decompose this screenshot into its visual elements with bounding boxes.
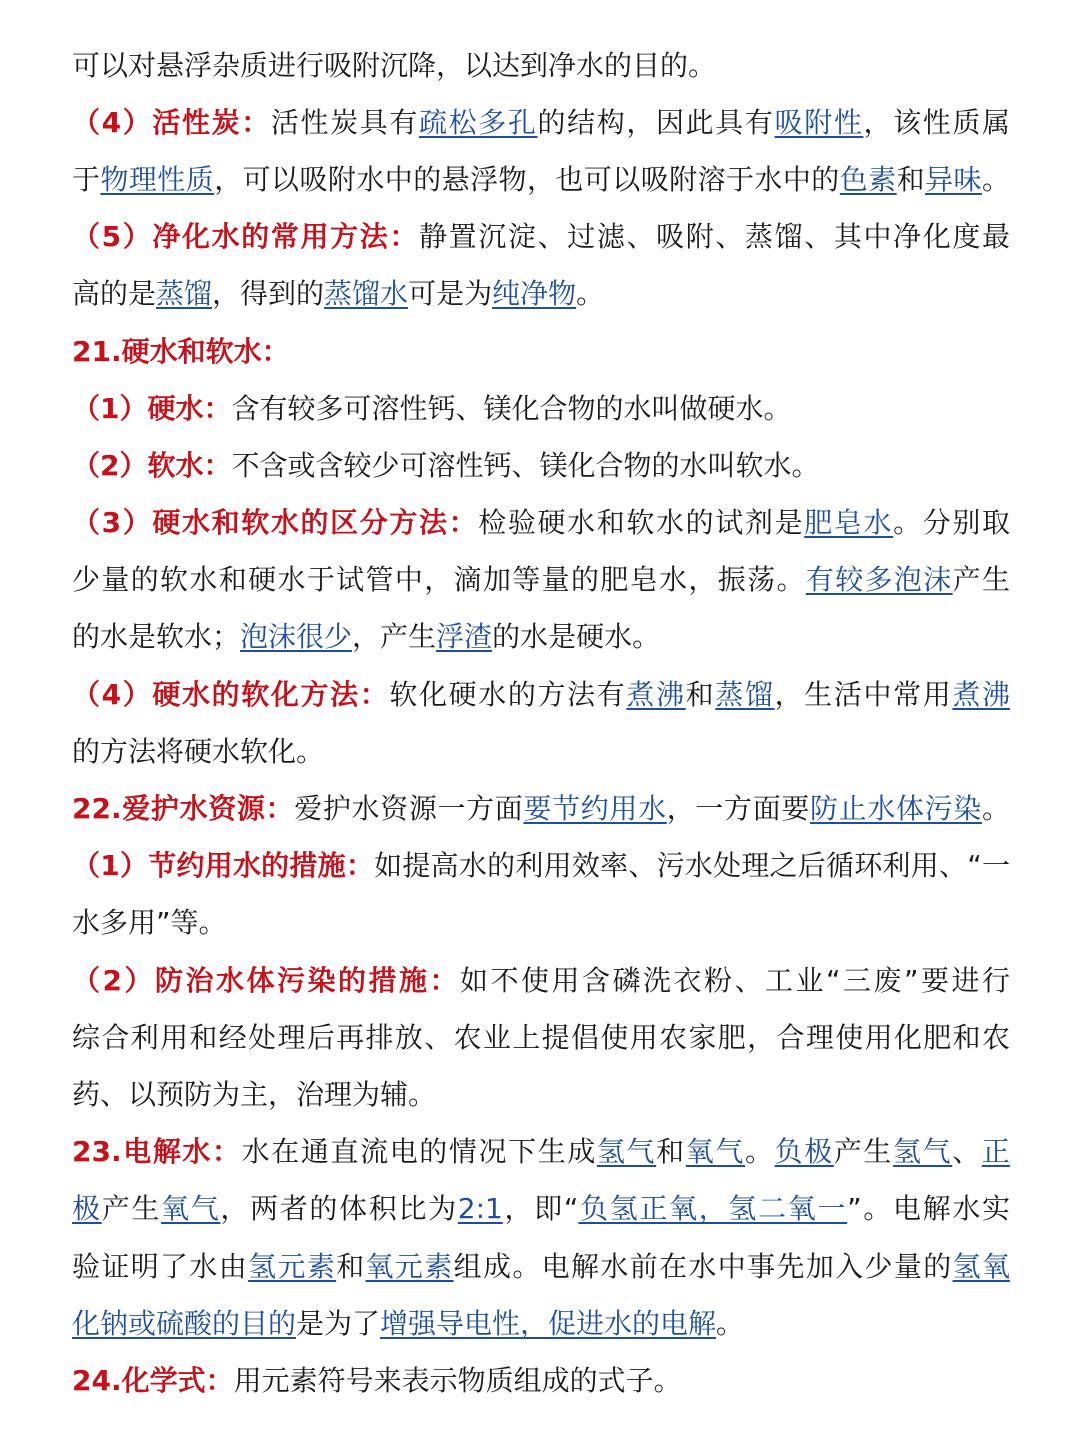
body-text: 。 [981,163,1010,196]
heading-label: （2）防治水体污染的措施： [72,964,460,997]
body-text: 。 [716,1307,745,1340]
key-term: 防止水体污染 [810,792,982,825]
key-term: 煮沸 [626,678,686,711]
text-line [72,1246,1010,1288]
body-text: 可是为 [408,277,493,310]
heading-label: （1）节约用水的措施： [72,849,375,882]
key-term: 泡沫很少 [240,620,353,653]
heading-label: （4）活性炭： [72,106,271,139]
key-term: 氢气 [596,1135,657,1168]
body-text: 。 [745,1135,775,1168]
body-text: 、 [952,1135,982,1168]
body-text: 不含或含较少可溶性钙、镁化合物的水叫软水。 [231,449,820,482]
text-line [72,502,1010,544]
body-text: 的水是软水； [72,620,241,653]
body-text: 产生 [952,563,1010,596]
text-line [72,1074,1010,1116]
body-text: ”。电解水实 [847,1192,1010,1225]
key-term: 化钠或硫酸的目的 [72,1307,297,1340]
body-text: 含有较多可溶性钙、镁化合物的水叫做硬水。 [231,392,792,425]
key-term: 氢元素 [248,1250,337,1283]
body-text: 水多用”等。 [72,906,227,939]
body-text: 活性炭具有 [270,106,420,139]
key-term: 氢氧 [952,1250,1010,1283]
body-text: 水在通直流电的情况下生成 [241,1135,597,1168]
key-term: 极 [72,1192,102,1225]
heading-label: 23.电解水： [72,1135,242,1168]
key-term: 吸附性 [774,106,864,139]
text-line [72,1188,1010,1230]
body-text: 用元素符号来表示物质组成的式子。 [233,1364,682,1397]
text-line [72,1303,1010,1345]
key-term: 浮渣 [436,620,493,653]
body-text: 和 [336,1250,366,1283]
text-line [72,902,1010,944]
key-term: 负氢正氧，氢二氧一 [578,1192,848,1225]
text-line [72,445,1010,487]
body-text: 和 [685,678,716,711]
body-text: 如提高水的利用效率、污水处理之后循环利用、“一 [374,849,1010,882]
heading-label: 21.硬水和软水： [72,335,290,368]
section-heading [72,331,1010,373]
heading-label: （1）硬水： [72,392,232,425]
body-text: 综合利用和经处理后再排放、农业上提倡使用农家肥，合理使用化肥和农 [72,1021,1010,1054]
section-heading [72,1360,1010,1402]
text-line [72,216,1010,258]
body-text: 验证明了水由 [72,1250,249,1283]
body-text: 。分别取 [893,506,1010,539]
body-text: 和 [896,163,926,196]
text-line [72,845,1010,887]
text-line [72,102,1010,144]
key-term: 异味 [925,163,982,196]
body-text: 和 [656,1135,686,1168]
key-term: 负极 [774,1135,834,1168]
section-heading [72,1131,1010,1173]
body-text: 组成。电解水前在水中事先加入少量的 [453,1250,953,1283]
text-line [72,1017,1010,1059]
body-text: 高的是 [72,277,157,310]
key-term: 氧气 [685,1135,745,1168]
body-text: 爱护水资源一方面 [294,792,524,825]
body-text: 的结构，因此具有 [537,106,775,139]
body-text: 。 [981,792,1010,825]
text-line [72,45,1010,87]
key-term: 正 [981,1135,1010,1168]
key-term: 蒸馏 [156,277,213,310]
body-text: 产生 [833,1135,894,1168]
key-term: 色素 [839,163,897,196]
body-text: ，得到的 [212,277,325,310]
body-text: ，一方面要 [666,792,811,825]
key-term: 氢气 [893,1135,953,1168]
key-term: 有较多泡沫 [805,563,953,596]
body-text: ，两者的体积比为 [220,1192,458,1225]
heading-label: 22.爱护水资源： [72,792,295,825]
body-text: 于 [72,163,101,196]
body-text: 。 [576,277,605,310]
text-line [72,559,1010,601]
body-text: 的水是硬水。 [492,620,661,653]
body-text: ，生活中常用 [774,678,953,711]
body-text: ，可以吸附水中的悬浮物，也可以吸附溶于水中的 [214,163,840,196]
body-text: 软化硬水的方法有 [389,678,627,711]
body-text: ，产生 [352,620,437,653]
heading-label: （4）硬水的软化方法： [72,678,390,711]
body-text: 药、以预防为主，治理为辅。 [72,1078,437,1111]
body-text: 可以对悬浮杂质进行吸附沉降，以达到净水的目的。 [72,49,717,82]
heading-label: 24.化学式： [72,1364,234,1397]
section-heading [72,788,1010,830]
key-term: 氧气 [161,1192,221,1225]
key-term: 氧元素 [365,1250,454,1283]
key-term: 要节约用水 [523,792,667,825]
text-line [72,388,1010,430]
body-text: ，该性质属 [863,106,1010,139]
text-line [72,616,1010,658]
body-text: 检验硬水和软水的试剂是 [478,506,805,539]
key-term: 物理性质 [100,163,215,196]
key-term: 蒸馏 [715,678,775,711]
key-term: 纯净物 [492,277,577,310]
key-term: 2:1 [457,1192,503,1225]
key-term: 增强导电性，促进水的电解 [380,1307,717,1340]
text-line [72,960,1010,1002]
body-text: 的方法将硬水软化。 [72,735,325,768]
text-line [72,731,1010,773]
key-term: 肥皂水 [804,506,894,539]
body-text: ，即“ [502,1192,579,1225]
heading-label: （5）净化水的常用方法： [72,220,420,253]
body-text: 是为了 [296,1307,381,1340]
body-text: 如不使用含磷洗衣粉、工业“三废”要进行 [459,964,1010,997]
text-line [72,159,1010,201]
text-line [72,674,1010,716]
body-text: 产生 [101,1192,162,1225]
key-term: 疏松多孔 [419,106,538,139]
key-term: 煮沸 [952,678,1010,711]
heading-label: （2）软水： [72,449,232,482]
key-term: 蒸馏水 [324,277,409,310]
body-text: 少量的软水和硬水于试管中，滴加等量的肥皂水，振荡。 [72,563,806,596]
heading-label: （3）硬水和软水的区分方法： [72,506,479,539]
body-text: 静置沉淀、过滤、吸附、蒸馏、其中净化度最 [419,220,1010,253]
text-line [72,273,1010,315]
